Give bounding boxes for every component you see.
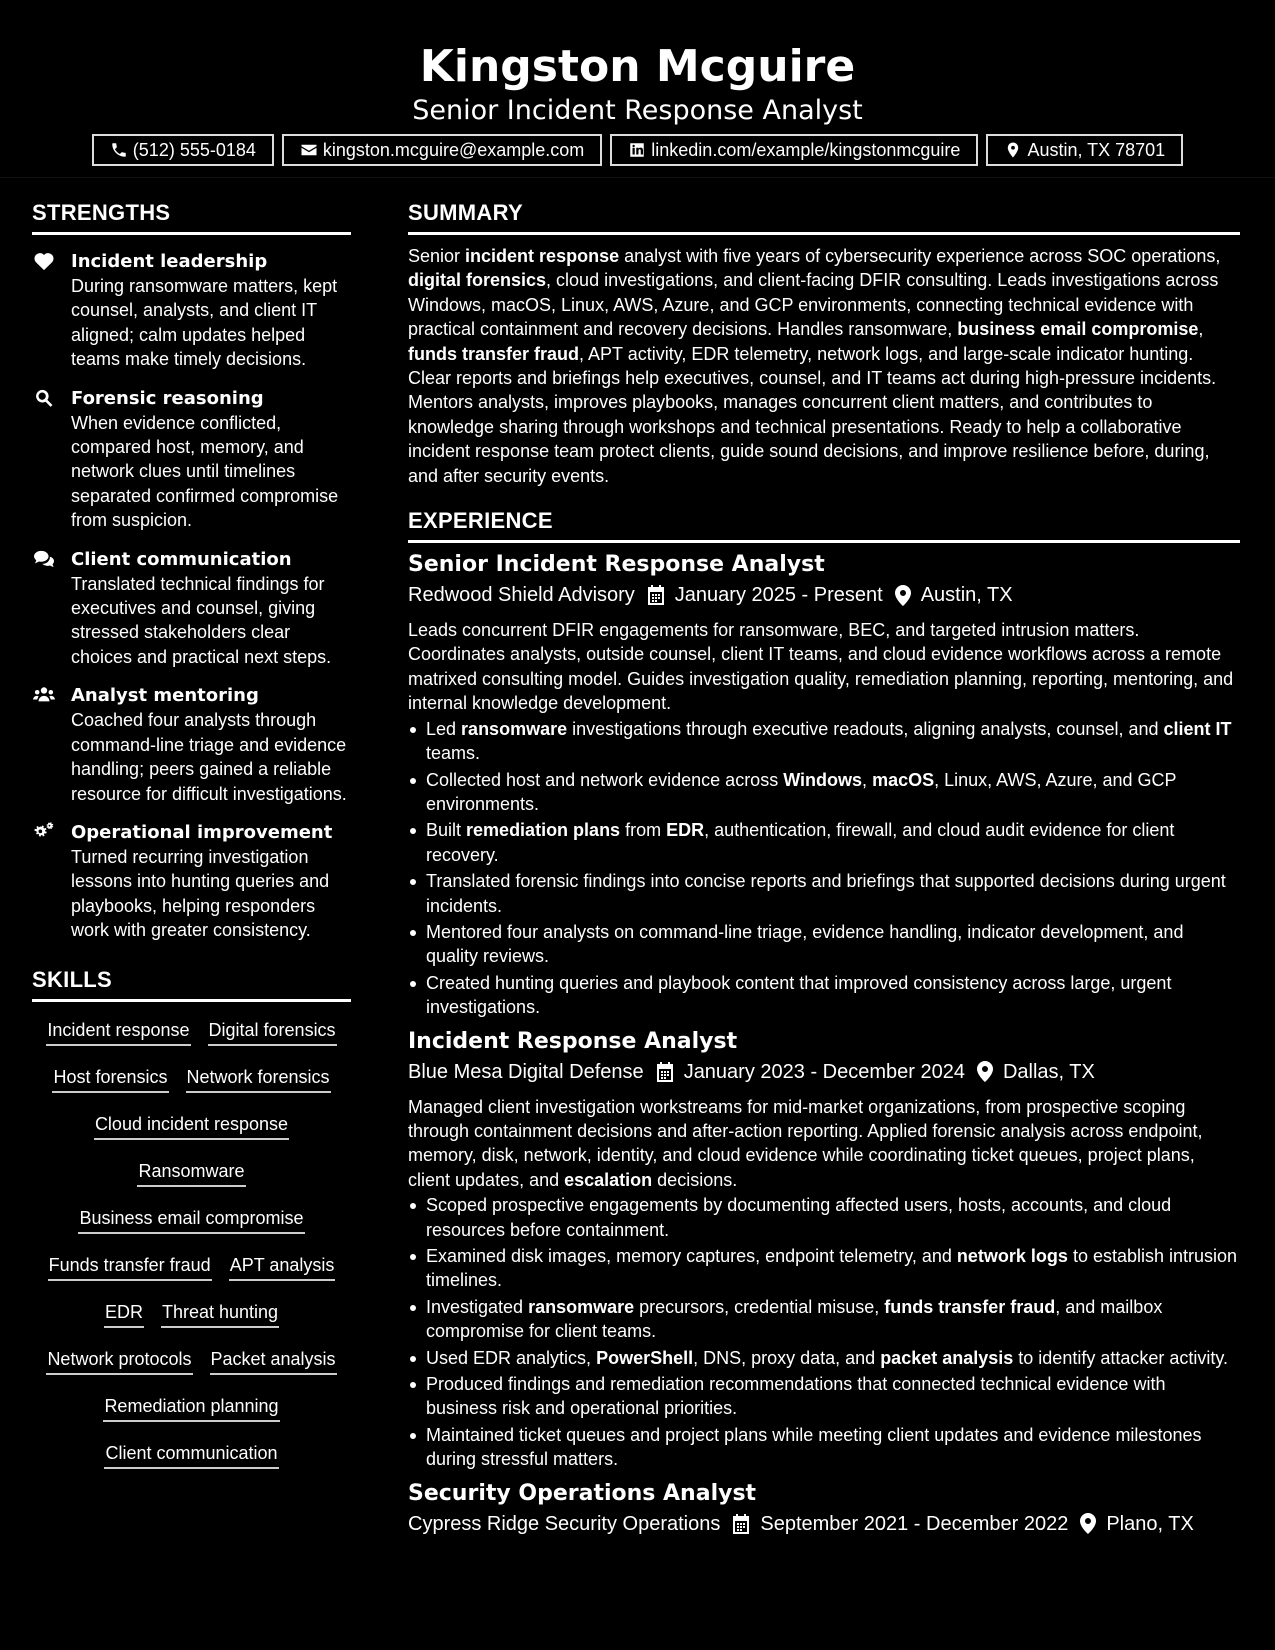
job-description: Managed client investigation workstreams for mid-market organizations, from prospective scoping through containment decisions and after-action reporting. Applied forensic analysis across endpoint, memory, disk, network, identity, and cloud evidence while coordinating ticket queues, project plans, client updates, and escalation decisions. [408,1096,1203,1190]
strength-text: During ransomware matters, kept counsel, analysts, and client IT aligned; calm updates helped teams make timely decisions. [71,276,338,370]
skills-row [32,1061,351,1108]
job-dates: January 2023 - December 2024 [683,1060,965,1083]
strength-item [32,249,351,372]
skill-tag: Cloud incident response [94,1108,289,1140]
contact-location [986,134,1183,166]
calendar-icon [656,1062,674,1082]
strength-item [32,547,351,670]
skills-list [32,1014,351,1484]
job-bullets [408,717,1240,1020]
contact-phone-text: (512) 555-0184 [132,139,256,160]
contact-location-text: Austin, TX 78701 [1027,139,1166,160]
experience-list [408,550,1240,1539]
strength-text: Coached four analysts through command-line triage and evidence handling; peers gained a reliable resource for difficult investigations. [71,710,347,804]
skill-tag: Business email compromise [78,1202,304,1234]
skill-tag: Client communication [104,1437,278,1469]
job-location: Austin, TX [920,584,1013,607]
map-pin-icon [1004,141,1022,159]
job-bullet: Built remediation plans from EDR, authentication, firewall, and cloud audit evidence for client recovery. [408,818,1240,867]
job-entry [408,1479,1240,1539]
contact-linkedin[interactable] [610,134,978,166]
job-bullet: Created hunting queries and playbook content that improved consistency across large, urgent investigations. [408,971,1240,1020]
job-bullet: Used EDR analytics, PowerShell, DNS, proxy data, and packet analysis to identify attacker activity. [408,1346,1240,1370]
skill-tag: Remediation planning [103,1390,279,1422]
job-bullet: Investigated ransomware precursors, credential misuse, funds transfer fraud, and mailbox compromise for client teams. [408,1295,1240,1344]
skill-tag: EDR [104,1296,144,1328]
skills-row [32,1014,351,1061]
map-pin-icon [977,1061,993,1082]
contact-linkedin-text: linkedin.com/example/kingstonmcguire [651,139,961,160]
skills-row [32,1296,351,1343]
contact-phone[interactable] [92,134,274,166]
summary-heading: SUMMARY [408,198,1240,235]
strength-text: Translated technical findings for executives and counsel, giving stressed stakeholders clear choices and practical next steps. [71,573,332,667]
strength-title: Client communication [71,548,292,570]
candidate-name: Kingston Mcguire [419,41,856,92]
phone-icon [110,141,128,159]
strength-item [32,820,351,943]
calendar-icon [732,1514,750,1534]
job-location: Dallas, TX [1002,1060,1095,1083]
strength-text: Turned recurring investigation lessons into hunting queries and playbooks, helping responders work with greater consistency. [71,846,330,941]
job-company: Cypress Ridge Security Operations [408,1512,721,1535]
job-entry [408,550,1240,1020]
skill-tag: Incident response [46,1014,190,1046]
job-bullet: Translated forensic findings into concise reports and briefings that supported decisions during urgent incidents. [408,869,1240,918]
strength-text: When evidence conflicted, compared host, memory, and network clues until timelines separated confirmed compromise from suspicion. [71,412,339,531]
skill-tag: Network protocols [46,1343,192,1375]
strength-item [32,386,351,533]
map-pin-icon [895,585,911,606]
job-dates: January 2025 - Present [674,584,883,607]
linkedin-icon [628,141,646,159]
skills-row [32,1343,351,1390]
strength-title: Operational improvement [71,821,333,843]
skill-tag: Network forensics [186,1061,331,1093]
skills-row [32,1108,351,1155]
skills-row [32,1390,351,1437]
strength-title: Forensic reasoning [71,387,264,409]
map-pin-icon [1080,1513,1096,1534]
job-company: Blue Mesa Digital Defense [408,1060,644,1083]
skills-row [32,1249,351,1296]
job-meta [408,1509,1240,1539]
resume-header [0,0,1275,178]
job-bullet: Led ransomware investigations through executive readouts, aligning analysts, counsel, and client IT teams. [408,717,1240,766]
job-bullet: Collected host and network evidence across Windows, macOS, Linux, AWS, Azure, and GCP environments. [408,768,1240,817]
gears-icon [33,822,55,842]
chat-bubbles-icon [33,549,55,569]
job-location: Plano, TX [1106,1512,1194,1535]
heart-icon [33,251,55,271]
contact-bar [0,134,1275,166]
strength-title: Incident leadership [71,251,268,272]
job-bullet: Examined disk images, memory captures, endpoint telemetry, and network logs to establish intrusion timelines. [408,1244,1240,1293]
strength-item [32,683,351,806]
job-title: Senior Incident Response Analyst [408,552,825,578]
job-entry [408,1027,1240,1472]
job-meta [408,580,1240,610]
summary-text: Senior incident response analyst with five years of cybersecurity experience across SOC operations, digital forensics, cloud investigations, and client-facing DFIR consulting. Leads investigations across Windows, macOS, Linux, AWS, Azure, and GCP environments, connecting technical evidence with practical containment and recovery decisions. Handles ransomware, business email compromise, funds transfer fraud, APT activity, EDR telemetry, network logs, and large-scale indicator hunting. Clear reports and briefings help executives, counsel, and IT teams act during high-pressure incidents. Mentors analysts, improves playbooks, manages concurrent client matters, and contributes to knowledge sharing through workshops and technical presentations. Ready to help a collaborative incident response team protect clients, guide sound decisions, and improve resilience before, during, and after security events. [408,246,1221,486]
magnifier-icon [33,388,55,408]
job-bullet: Produced findings and remediation recommendations that connected technical evidence with business risk and operational priorities. [408,1372,1240,1421]
job-description: Leads concurrent DFIR engagements for ransomware, BEC, and targeted intrusion matters. Coordinates analysts, outside counsel, client IT teams, and cloud evidence workflows across a remote matrixed consulting model. Guides investigation quality, remediation planning, reporting, mentoring, and internal knowledge development. [408,620,1234,714]
job-title: Security Operations Analyst [408,1480,757,1506]
job-company: Redwood Shield Advisory [408,584,635,607]
skill-tag: Funds transfer fraud [48,1249,212,1281]
skills-row [32,1202,351,1249]
left-column [32,198,351,1484]
job-bullet: Mentored four analysts on command-line triage, evidence handling, indicator development, and quality reviews. [408,920,1240,969]
skills-row [32,1437,351,1484]
strengths-heading: STRENGTHS [32,198,351,235]
job-bullets [408,1193,1240,1471]
skill-tag: Host forensics [52,1061,168,1093]
calendar-icon [647,585,665,605]
contact-email-text: kingston.mcguire@example.com [322,139,585,160]
candidate-title: Senior Incident Response Analyst [412,95,863,126]
job-dates: September 2021 - December 2022 [760,1512,1069,1535]
skill-tag: APT analysis [229,1249,336,1281]
skill-tag: Packet analysis [210,1343,337,1375]
strength-title: Analyst mentoring [71,685,259,707]
skills-heading: SKILLS [32,965,351,1002]
users-icon [33,685,55,705]
job-bullet: Maintained ticket queues and project plans while meeting client updates and evidence milestones during stressful matters. [408,1423,1240,1472]
skill-tag: Digital forensics [208,1014,337,1046]
envelope-icon [300,141,318,159]
skill-tag: Threat hunting [161,1296,279,1328]
contact-email[interactable] [282,134,602,166]
job-title: Incident Response Analyst [408,1028,738,1054]
job-meta [408,1057,1240,1087]
skills-row [32,1155,351,1202]
skill-tag: Ransomware [137,1155,245,1187]
job-bullet: Scoped prospective engagements by documenting affected users, hosts, accounts, and cloud resources before containment. [408,1193,1240,1242]
experience-heading: EXPERIENCE [408,506,1240,543]
right-column [408,198,1240,1539]
